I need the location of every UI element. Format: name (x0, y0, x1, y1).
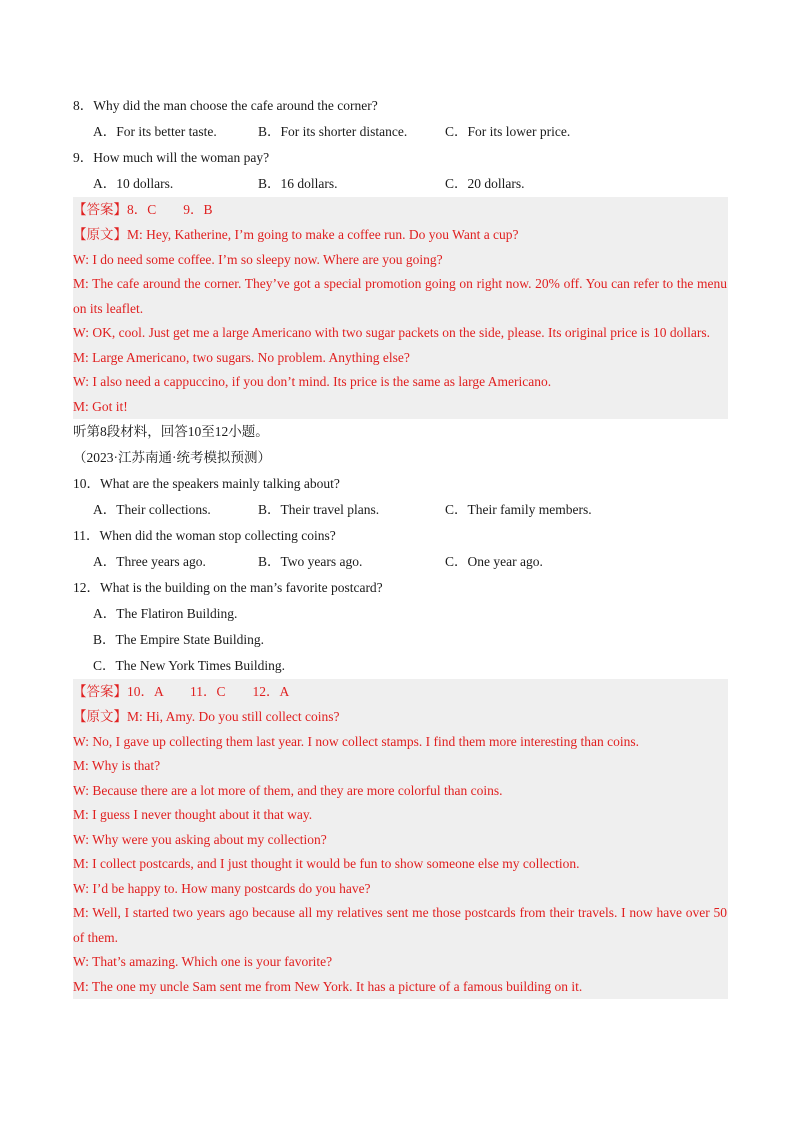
question-11: 11．When did the woman stop collecting coins? (73, 528, 336, 543)
transcript-line: M: Why is that? (73, 758, 161, 773)
option-b: B．16 dollars. (258, 176, 338, 191)
option-a: A．10 dollars. (93, 176, 174, 191)
question-8: 8．Why did the man choose the cafe around the corner? (73, 98, 378, 113)
answer-key: 【答案】8．C 9．B (73, 202, 213, 217)
question-12: 12．What is the building on the man’s favorite postcard? (73, 580, 383, 595)
transcript-line: M: Got it! (73, 398, 128, 414)
question-10: 10．What are the speakers mainly talking about? (73, 476, 340, 491)
transcript-line: W: I also need a cappuccino, if you don’t mind. Its price is the same as large Americano. (73, 374, 552, 389)
option-b: B．Two years ago. (258, 554, 363, 569)
transcript-line: 【原文】M: Hey, Katherine, I’m going to make a coffee run. Do you Want a cup? (73, 227, 519, 242)
section-intro: 听第8段材料，回答10至12小题。 (73, 424, 269, 439)
transcript-line: 【原文】M: Hi, Amy. Do you still collect coins? (73, 709, 340, 724)
question-9: 9．How much will the woman pay? (73, 150, 270, 165)
option-c: C．One year ago. (445, 554, 543, 569)
option-a: A．For its better taste. (93, 124, 217, 139)
transcript-line: M: The one my uncle Sam sent me from New York. It has a picture of a famous building on it. (73, 978, 583, 994)
option-c: C．For its lower price. (445, 124, 571, 139)
question-source: （2023·江苏南通·统考模拟预测） (73, 450, 271, 465)
transcript-line: M: I collect postcards, and I just thought it would be fun to show someone else my collection. (73, 856, 580, 871)
answer-transcript-block-1 (73, 197, 728, 419)
question-9-options (73, 171, 728, 197)
question-10-options (73, 497, 728, 523)
option-a: A．Their collections. (93, 502, 211, 517)
transcript-line: M: Large Americano, two sugars. No problem. Anything else? (73, 349, 410, 365)
transcript-line: M: Well, I started two years ago because all my relatives sent me those postcards from their travels. I now have over 50 of them. (73, 905, 727, 945)
exam-page (73, 93, 728, 999)
transcript-line: W: That’s amazing. Which one is your favorite? (73, 954, 333, 969)
option-b: B．Their travel plans. (258, 502, 380, 517)
transcript-line: W: Why were you asking about my collection? (73, 831, 327, 847)
transcript-line: M: I guess I never thought about it that way. (73, 807, 313, 822)
option-b: B．The Empire State Building. (93, 632, 264, 647)
transcript-line: W: OK, cool. Just get me a large Americano with two sugar packets on the side, please. Its original price is 10 dollars. (73, 325, 710, 340)
option-a: A．Three years ago. (93, 554, 206, 569)
transcript-line: W: I do need some coffee. I’m so sleepy now. Where are you going? (73, 251, 443, 267)
option-c: C．20 dollars. (445, 176, 525, 191)
question-11-options (73, 549, 728, 575)
option-c: C．The New York Times Building. (93, 658, 286, 673)
option-c: C．Their family members. (445, 502, 592, 517)
answer-key: 【答案】10．A 11．C 12．A (73, 684, 290, 699)
transcript-line: W: No, I gave up collecting them last year. I now collect stamps. I find them more interesting than coins. (73, 733, 639, 749)
answer-transcript-block-2 (73, 679, 728, 999)
transcript-line: W: Because there are a lot more of them, and they are more colorful than coins. (73, 782, 503, 798)
question-8-options (73, 119, 728, 145)
transcript-line: M: The cafe around the corner. They’ve got a special promotion going on right now. 20% off. You can refer to the menu on its leaflet. (73, 276, 727, 316)
option-b: B．For its shorter distance. (258, 124, 408, 139)
transcript-line: W: I’d be happy to. How many postcards do you have? (73, 880, 371, 896)
option-a: A．The Flatiron Building. (93, 606, 238, 621)
